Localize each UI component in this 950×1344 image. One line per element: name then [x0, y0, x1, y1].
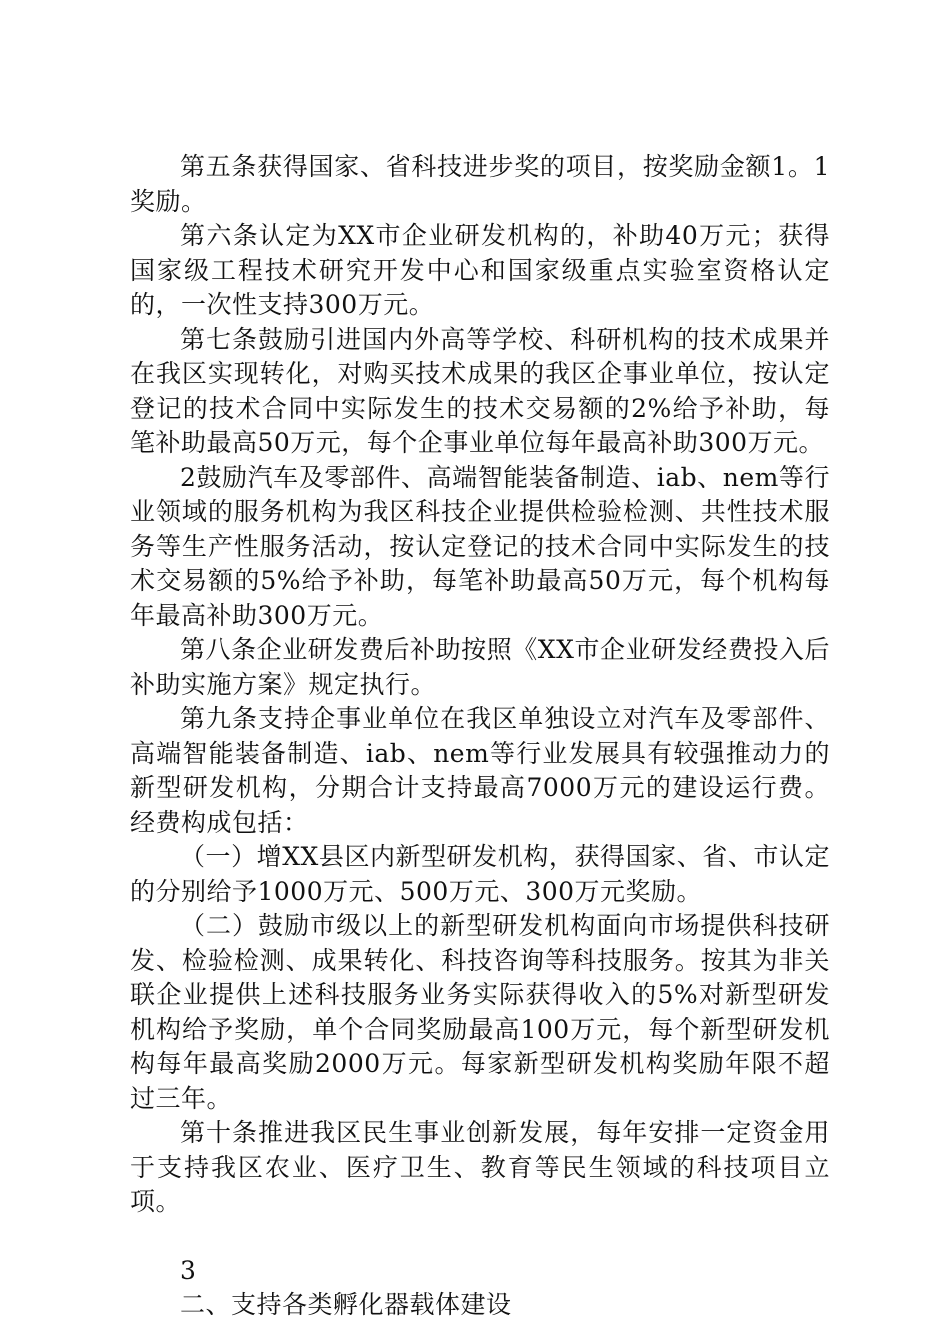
paragraph-article-10: 第十条推进我区民生事业创新发展，每年安排一定资金用于支持我区农业、医疗卫生、教育等民生领域的科技项目立项。	[130, 1118, 830, 1216]
paragraph-article-6: 第六条认定为XX市企业研发机构的，补助40万元；获得国家级工程技术研究开发中心和国家级重点实验室资格认定的，一次性支持300万元。	[130, 221, 830, 319]
paragraph-article-9: 第九条支持企事业单位在我区单独设立对汽车及零部件、高端智能装备制造、iab、nem等行业发展具有较强推动力的新型研发机构，分期合计支持最高7000万元的建设运行费。经费构成包括：	[130, 704, 830, 837]
section-heading: 二、支持各类孵化器载体建设	[180, 1290, 512, 1319]
page-number: 3	[180, 1255, 196, 1285]
paragraph-article-9-item-2: （二）鼓励市级以上的新型研发机构面向市场提供科技研发、检验检测、成果转化、科技咨询等科技服务。按其为非关联企业提供上述科技服务业务实际获得收入的5%对新型研发机构给予奖励，单个合同奖励最高100万元，每个新型研发机构每年最高奖励2000万元。每家新型研发机构奖励年限不超过三年。	[130, 911, 830, 1113]
paragraph-article-5: 第五条获得国家、省科技进步奖的项目，按奖励金额1。1奖励。	[130, 152, 830, 216]
paragraph-article-8: 第八条企业研发费后补助按照《XX市企业研发经费投入后补助实施方案》规定执行。	[130, 635, 830, 699]
paragraph-article-9-item-1: （一）增XX县区内新型研发机构，获得国家、省、市认定的分别给予1000万元、500万元、300万元奖励。	[130, 842, 830, 906]
document-page	[130, 150, 830, 1323]
paragraph-article-7: 第七条鼓励引进国内外高等学校、科研机构的技术成果并在我区实现转化，对购买技术成果的我区企事业单位，按认定登记的技术合同中实际发生的技术交易额的2%给予补助，每笔补助最高50万元，每个企事业单位每年最高补助300万元。	[130, 324, 830, 457]
paragraph-article-7-item-2: 2鼓励汽车及零部件、高端智能装备制造、iab、nem等行业领域的服务机构为我区科技企业提供检验检测、共性技术服务等生产性服务活动，按认定登记的技术合同中实际发生的技术交易额的5%给予补助，每笔补助最高50万元，每个机构每年最高补助300万元。	[130, 462, 830, 630]
